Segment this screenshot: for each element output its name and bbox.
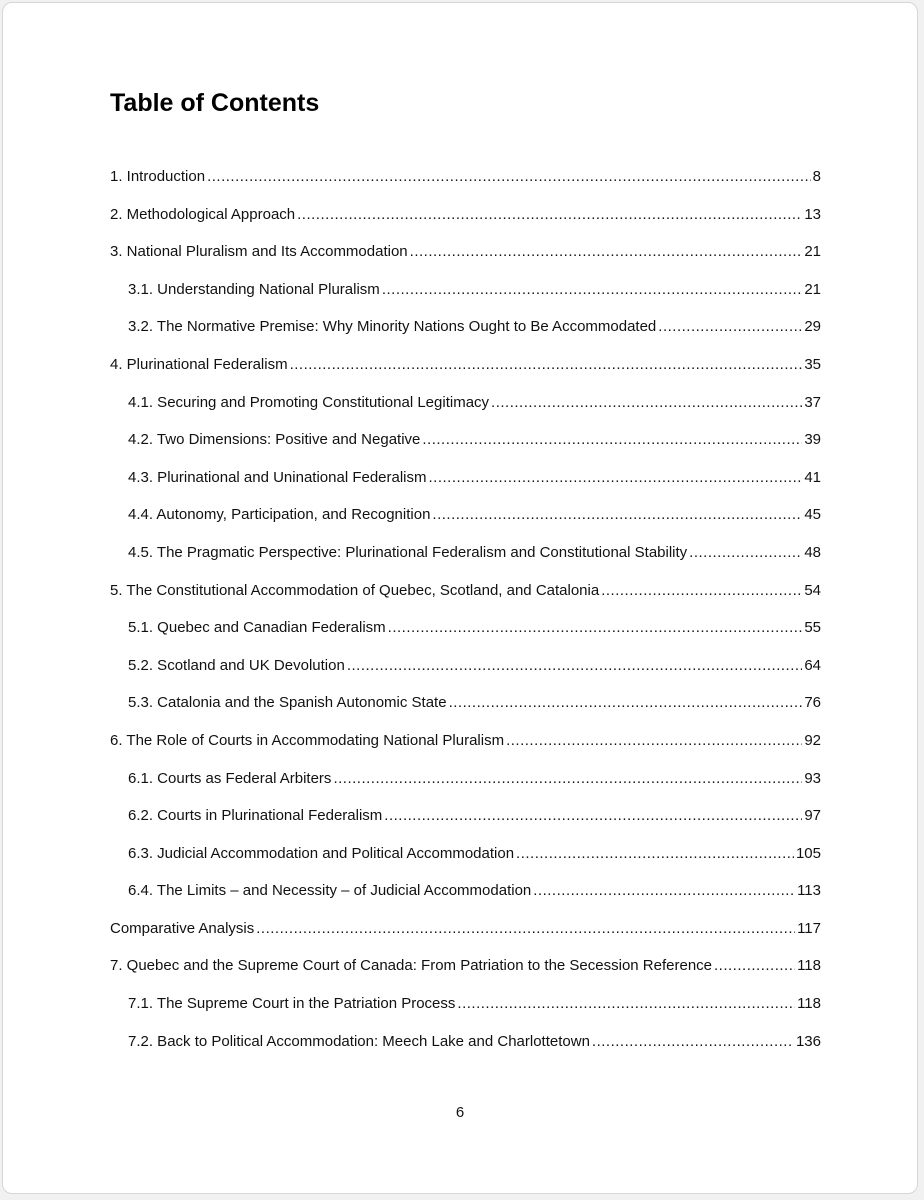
toc-entry-page: 21	[804, 243, 821, 261]
toc-entry-page: 39	[804, 431, 821, 449]
toc-entry[interactable]	[110, 807, 821, 845]
toc-entry-title: 4.5. The Pragmatic Perspective: Plurinational Federalism and Constitutional Stability	[128, 543, 688, 561]
dot-leader	[533, 882, 795, 899]
toc-entry-page: 76	[804, 694, 821, 712]
toc-entry-title: 3. National Pluralism and Its Accommodation	[110, 243, 408, 261]
dot-leader	[491, 394, 802, 411]
toc-entry[interactable]	[110, 356, 821, 394]
toc-entry-page: 48	[804, 543, 821, 561]
toc-entry[interactable]	[110, 619, 821, 657]
toc-entry-title: 5.2. Scotland and UK Devolution	[128, 656, 345, 674]
toc-entry-page: 54	[804, 581, 821, 599]
toc-entry[interactable]	[110, 394, 821, 432]
dot-leader	[422, 431, 802, 448]
dot-leader	[290, 356, 803, 373]
dot-leader	[347, 657, 803, 674]
toc-entry-title: 4.2. Two Dimensions: Positive and Negative	[128, 431, 421, 449]
dot-leader	[256, 920, 795, 937]
toc-entry-title: 1. Introduction	[110, 168, 206, 185]
toc-entry-page: 136	[795, 1032, 821, 1050]
toc-entry[interactable]	[110, 544, 821, 582]
dot-leader	[516, 845, 794, 862]
dot-leader	[506, 732, 802, 749]
toc-entry-page: 118	[797, 957, 821, 975]
page-number: 6	[455, 1104, 465, 1121]
toc-entry[interactable]	[110, 168, 821, 206]
toc-entry-page: 13	[804, 205, 821, 223]
dot-leader	[388, 619, 803, 636]
toc-entry-title: 7.2. Back to Political Accommodation: Meech Lake and Charlottetown	[128, 1032, 590, 1050]
toc-entry-title: 7. Quebec and the Supreme Court of Canada: From Patriation to the Secession Reference	[110, 957, 713, 975]
toc-entry-page: 113	[797, 882, 821, 900]
toc-entry-title: 3.2. The Normative Premise: Why Minority Nations Ought to Be Accommodated	[128, 318, 657, 336]
toc-entry[interactable]	[110, 770, 821, 808]
toc-entry[interactable]	[110, 582, 821, 620]
toc-entry-page: 92	[804, 731, 821, 749]
toc-entry[interactable]	[110, 957, 821, 995]
toc-entry-page: 35	[804, 355, 821, 373]
dot-leader	[410, 243, 803, 260]
toc-entry-title: 5.3. Catalonia and the Spanish Autonomic State	[128, 694, 447, 712]
toc-entry-page: 118	[797, 995, 821, 1013]
dot-leader	[592, 1033, 794, 1050]
dot-leader	[449, 694, 803, 711]
dot-leader	[384, 807, 802, 824]
dot-leader	[658, 318, 802, 335]
toc-entry-page: 117	[797, 919, 821, 937]
toc-entry-title: 6.3. Judicial Accommodation and Political Accommodation	[128, 844, 515, 862]
dot-leader	[429, 469, 803, 486]
toc-entry-title: 6.4. The Limits – and Necessity – of Judicial Accommodation	[128, 882, 532, 900]
dot-leader	[432, 506, 802, 523]
toc-entry-title: 4.3. Plurinational and Uninational Federalism	[128, 468, 427, 486]
document-page	[2, 2, 918, 1194]
toc-entry-title: 7.1. The Supreme Court in the Patriation Process	[128, 995, 456, 1013]
toc-entry-page: 29	[804, 318, 821, 336]
dot-leader	[601, 582, 802, 599]
toc-entry-page: 37	[804, 393, 821, 411]
toc-entry-page: 64	[804, 656, 821, 674]
toc-entry[interactable]	[110, 469, 821, 507]
toc-entry-page: 41	[804, 468, 821, 486]
toc-entry-title: 2. Methodological Approach	[110, 205, 296, 223]
toc-entry[interactable]	[110, 732, 821, 770]
toc-entry-page: 93	[804, 769, 821, 787]
toc-entry[interactable]	[110, 506, 821, 544]
toc-entry-page: 8	[812, 168, 821, 185]
toc-entry[interactable]	[110, 1033, 821, 1071]
toc-entry[interactable]	[110, 206, 821, 244]
toc-entry-page: 97	[804, 807, 821, 825]
toc-entry[interactable]	[110, 281, 821, 319]
table-of-contents	[110, 168, 821, 1070]
toc-entry-title: 4.4. Autonomy, Participation, and Recognition	[128, 506, 431, 524]
toc-entry-page: 105	[795, 844, 821, 862]
dot-leader	[714, 957, 795, 974]
dot-leader	[382, 281, 803, 298]
toc-entry[interactable]	[110, 694, 821, 732]
toc-entry[interactable]	[110, 318, 821, 356]
toc-entry-page: 55	[804, 619, 821, 637]
toc-entry[interactable]	[110, 920, 821, 958]
dot-leader	[457, 995, 795, 1012]
toc-entry[interactable]	[110, 657, 821, 695]
toc-entry-title: 4.1. Securing and Promoting Constitutional Legitimacy	[128, 393, 490, 411]
dot-leader	[333, 770, 802, 787]
toc-entry[interactable]	[110, 882, 821, 920]
toc-entry-title: 5.1. Quebec and Canadian Federalism	[128, 619, 386, 637]
toc-entry-title: 4. Plurinational Federalism	[110, 355, 288, 373]
toc-entry-page: 45	[804, 506, 821, 524]
dot-leader	[689, 544, 802, 561]
toc-entry-page: 21	[804, 280, 821, 298]
page-title: Table of Contents	[110, 89, 320, 117]
toc-entry[interactable]	[110, 243, 821, 281]
toc-entry-title: 6.1. Courts as Federal Arbiters	[128, 769, 332, 787]
dot-leader	[207, 168, 811, 185]
dot-leader	[297, 206, 802, 223]
toc-entry[interactable]	[110, 995, 821, 1033]
toc-entry-title: Comparative Analysis	[110, 919, 255, 937]
toc-entry-title: 3.1. Understanding National Pluralism	[128, 280, 380, 298]
toc-entry-title: 6. The Role of Courts in Accommodating National Pluralism	[110, 731, 505, 749]
toc-entry-title: 5. The Constitutional Accommodation of Quebec, Scotland, and Catalonia	[110, 581, 600, 599]
toc-entry-title: 6.2. Courts in Plurinational Federalism	[128, 807, 383, 825]
toc-entry[interactable]	[110, 845, 821, 883]
toc-entry[interactable]	[110, 431, 821, 469]
